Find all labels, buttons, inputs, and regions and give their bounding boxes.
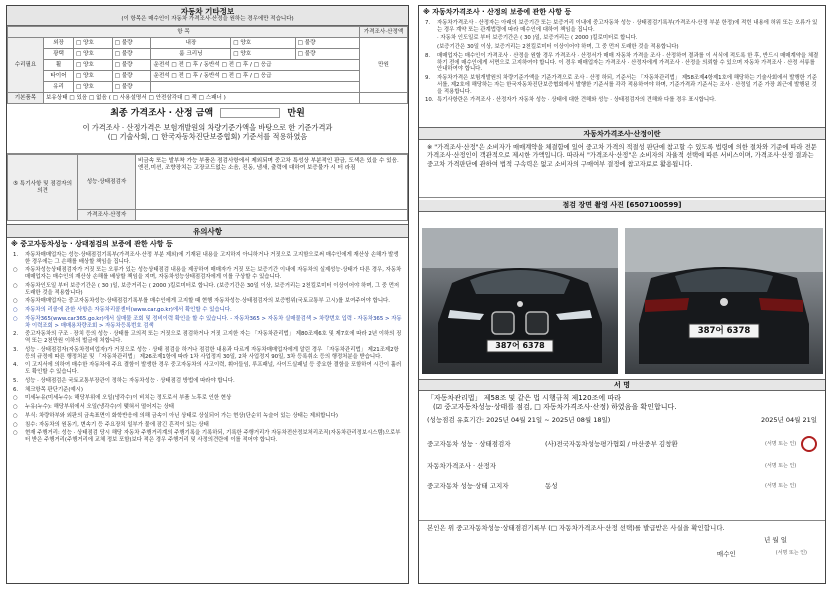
note-item: 7. 자동차가격조사 · 산정자는 아래의 보증기간 또는 보증거리 이내에 중고자동차 성능 · 상태점검기록부(가격조사·산정 부분 한정)에 적힌 내용에 허위 또는 오류가 있는 경우 계약 또는 관계법령에 따라 매수인에 대하여 책임을 집니다. [425,19,818,33]
front-plate: 387어 6378 [495,341,545,350]
notice-list [7,251,408,445]
repair-label: 수리필요 [8,38,44,93]
note-item: ○ 미세누유(미세누수): 해당부위에 오일(냉각수)이 비치는 정도로서 부품 노후로 인한 현상 [13,395,232,402]
opinion-label: ⑤ 특기사항 및 점검자의 의견 [8,155,78,221]
inspector-opinion: 비금속 또는 발부착 가능 부품은 점검사항에서 제외되며 중고차 특성상 부분적인 판금, 도색은 있을 수 있음. 엔진,미션, 조향장치는 고장코드없는 소음, 진동, 냄새, 출력에 대하여 보증불가 시 터 라짐 [136,155,408,210]
note-item: ○ 자동차성능상태점검자가 거짓 또는 오류가 있는 성능상태점검 내용을 제공하여 매매자가 거짓 또는 보증기간 이내에 자동차의 실제성능·상태가 다른 경우, 자동차매매업자는 매수인의 재산상 손해를 배상할 책임을 지며, 자동차성능상태점검자에게 이를 구상할 수 있습니다. [13,267,402,280]
other-info-subtitle: (이 항목은 매수인이 자동차 가격조사·산정을 원하는 경우에만 적습니다) [121,16,294,23]
final-desc-1: 이 가격조사 · 산정가격은 보험개발원의 차량기준가액을 바탕으로 한 기준가격과 [82,122,333,132]
notice-head: ※ 중고자동차성능 · 상태점검의 보증에 관한 사항 등 [11,240,173,248]
row-label: 내장 [151,38,231,49]
note-item: ○ 누유(누수): 해당부위에서 오일(냉각수)이 맺혀서 떨어지는 상태 [13,404,174,410]
buyer-seal: (서명 또는 인) [775,550,807,557]
empty-cell [360,93,408,104]
receipt-text[interactable]: 본인은 위 중고자동차성능·상태점검기록부 (□ 자동차가격조사·산정 선택)를 발급받은 사실을 확인합니다. [427,524,725,532]
car365-link[interactable]: ○ 자동차365(www.car365.go.kr)에서 실매물 조회 및 정비이력 확인을 할 수 있습니다. - 자동차365 > 자동차 실매물검색 > 차량번호 입력 - 자동차365 > 자동차 이력조회 > 매매용차량조회 > 자동차등록번호 검색 [13,315,402,329]
validity-row [427,416,817,424]
signer-row-1 [427,436,817,452]
note-item: 6. 체크항목 판단기준(예시) [13,386,83,393]
note-item: 10. 특기사항란은 가격조사 · 산정자가 자동차 성능 · 상태에 대한 견해와 성능 · 상태점검자의 견해와 다를 경우 표시합니다. [425,97,717,104]
check-bad[interactable]: □ 불량 [295,38,359,49]
receipt-block [419,520,825,561]
sign-line-1: 「자동차관리법」 제58조 및 같은 법 시행규칙 제120조에 따라 [427,394,621,402]
final-price-unit: 만원 [287,108,305,119]
check-bad[interactable]: □ 불량 [112,38,151,49]
row-label: 외장 [44,38,74,49]
buyer-label: 매수인 [716,550,736,559]
check-good[interactable]: □ 양호 [74,71,113,82]
col-price: 가격조사·산정액 [360,27,408,38]
check-bad[interactable]: □ 불량 [112,49,151,60]
check-good[interactable]: □ 양호 [231,38,295,49]
note-item: 1. 자동차매매업자는 성능·상태점검기록부(가격조사·산정 부분 제외)에 기재된 내용을 고지하지 아니하거나 거짓으로 고지함으로써 매수인에게 재산상 손해가 발생한 경우에는 그 손해를 배상할 책임을 집니다. [13,251,399,265]
signer2-label: 자동차가격조사 · 산정자 [427,461,496,470]
row-label: 광택 [44,49,74,60]
check-bad[interactable]: □ 불량 [295,49,359,60]
note-item: ○ 부식: 차량하부와 외판의 금속표면이 화학반응에 의해 금속이 아닌 상태로 상실되어 가는 현상(단순히 녹슬어 있는 상태는 제외합니다) [13,412,338,419]
rear-car-svg [625,228,823,374]
check-good[interactable]: □ 양호 [74,49,113,60]
final-desc-2: (□ 기술사회, □ 한국자동차진단보증협회) 기준서를 적용하였음 [107,131,308,141]
note-item: 9. 자동차가격은 보험개발원의 차량기준가액을 기준가격으로 조사 · 산정 하되, 기준서는 「자동차관리법」 제58조제4항제1호에 해당하는 기술사회에서 발행한 기준서를, 제2호에 해당하는 자는 한국자동차진단보증협회에서 발행한 기준서를 각각 적용하여야 하며, 기준가격과 기준서는 조사 · 산정일 기준 가장 최근에 발행된 것을 적용합니다. [425,75,817,95]
sign-line-2[interactable]: (☑ 중고자동차성능·상태를 점검, □ 자동차가격조사·산정) 하였음을 확인합니다. [433,402,677,411]
signer1-label: 중고자동차 성능 · 상태점검자 [427,439,511,448]
what-title: 자동차가격조사·산정이란 [419,127,825,140]
other-info-title: 자동차 기타정보 [180,7,235,16]
other-info-header [7,6,408,26]
signer1-seal: (서명 또는 인) [765,440,797,447]
check-bad[interactable]: □ 불량 [112,82,151,93]
note-item: (보증기간은 30일 이상, 보증거리는 2천킬로미터 이상이어야 하며, 그 중 먼저 도래한 것을 적용합니다) [437,44,679,50]
note-item: ○ 침수: 자동차의 원동기, 변속기 등 주요장치 일부가 물에 잠긴 흔적이 있는 상태 [13,421,209,428]
other-info-table [7,26,408,104]
sign-block [419,394,825,492]
signer-row-3 [427,480,817,492]
note-item: ○ 자동차매매업자는 중고자동차성능·상태점검기록부를 매수인에게 고지할 때 현행 자동차성능·상태점검자의 보증범위(국토교통부 고시)를 보여주어야 합니다. [13,298,390,305]
check-good[interactable]: □ 양호 [231,49,295,60]
sign-title: 서 명 [419,379,825,391]
price-inspector-opinion [136,210,408,221]
inspector-label: 성능·상태점검자 [78,155,136,210]
red-seal-icon [801,436,817,452]
front-car-svg [422,228,618,374]
notice-title: 유의사항 [7,224,408,238]
wheel-position[interactable]: 운전석 □ 전 □ 후 / 동반석 □ 전 □ 후 / □ 응급 [151,60,360,71]
note-item: 5. 성능 · 상태점검은 국토교통부장관이 정하는 자동차성능 · 상태점검 방법에 따라야 합니다. [13,377,235,384]
check-good[interactable]: □ 양호 [74,60,113,71]
tire-position[interactable]: 운전석 □ 전 □ 후 / 동반석 □ 전 □ 후 / □ 응급 [151,71,360,82]
rear-photo [625,228,823,374]
right-column [418,5,826,584]
col-item: 항 목 [8,27,360,38]
price-unit: 만원 [360,38,408,93]
sign-date: 2025년 04월 21일 [760,415,817,424]
price-warranty-head: ※ 자동차가격조사 · 산정의 보증에 관한 사항 등 [423,8,572,16]
signer3-label: 중고자동차 성능·상태 고지자 [427,481,509,490]
note-item: · 자동차 인도일로 부터 보증기간은 ( 30 )일, 보증거리는 ( 2000 )킬로미터로 합니다. [437,35,638,42]
row-label: 룸 크리닝 [151,49,231,60]
final-price-box[interactable] [220,108,280,118]
receipt-date: 년 월 일 [764,536,787,545]
price-warranty-list [419,19,825,121]
opinion-table [7,154,408,221]
price-inspector-label: 가격조사·산정자 [78,210,136,221]
signer1-value: (사)전국자동차성능평가협회 / 마산중부 김창환 [545,439,678,448]
check-good[interactable]: □ 양호 [74,82,113,93]
note-item: 8. 매매업자는 매수인이 가격조사 · 산정을 원할 경우 가격조사 · 산정서가 매매 자동차 가격을 조사 · 산정하여 결과를 이 서식에 적도록 한 후, 반드시 매매계약을 체결하기 전에 매수인에게 서면으로 고지하여야 합니다. 이 경우 매매업자는 가격조사 · 산정자에게 가격조사 · 산정을 의뢰할 수 있으며 자동차 가격조사 · 산정 서류를 안내하여야 합니다. [425,52,819,73]
signer2-seal: (서명 또는 인) [765,462,797,469]
signer3-value: 동성 [545,481,558,490]
check-bad[interactable]: □ 불량 [112,60,151,71]
note-item: ○ 현재 주행거리: 성능 · 상태점검 당시 해당 자동차 주행거리계의 주행기록을 기록하되, 기록한 주행거리가 자동차전산정보처리조직(자동차관리정보시스템)으로부터 받은 주행거리(주행거리에 교체 정보 포함)보다 적은 경우 주행거리 및 사정의견란에 이를 적어야 합니다. [13,430,401,443]
photo-title: 점검 장면 촬영 사진 [6507100599] [419,200,825,212]
note-item: ○ 자동차인도일 부터 보증기간은 ( 30 )일, 보증거리는 ( 2000 )킬로미터로 합니다. (보증기간은 30일 이상, 보증거리는 2천킬로미터 이상이어야 하며, 그 중 먼저 도래한 것을 적용합니다) [13,282,400,296]
signer-row-2 [427,460,817,472]
row-label: 유리 [44,82,74,93]
final-price-block [7,104,408,154]
note-item: 2. 중고자동차의 구조 · 장치 등의 성능 · 상태를 고의적 또는 거짓으로 점검하거나 거짓 고지한 자는 「자동차관리법」 제80조제6호 및 제7호에 따라 2년 이하의 징역 또는 2천만원 이하의 벌금에 처합니다. [13,331,402,344]
what-text: ※ "가격조사·산정"은 소비자가 매매계약을 체결함에 있어 중고차 가격의 적절성 판단에 참고할 수 있도록 법령에 의한 절차와 기준에 따라 전문 가격조사·산정인이 객관적으로 제시한 가액입니다. 따라서 "가격조사·산정"은 소비자의 자율적 선택에 따른 서비스이며, 가격조사·산정 결과는 중고차 가격판단에 관하여 법적 구속력은 없고 소비자의 구매여부 결정에 참고자료로 활용됩니다. [419,140,825,198]
empty-cell [151,82,360,93]
row-label: 휠 [44,60,74,71]
validity: (성능점검 유효기간: 2025년 04월 21일 ~ 2025년 08월 18일) [427,415,611,424]
note-item: 4. 이 고지서에 의하여 매수한 자동차에 주요 결함이 발생한 경우 중고자동차의 사고이력, 휘어들임, 루프패널, 사이드실패널 등 중요한 결함을 포함하여 시간이 흘러도 확인할 수 있습니다. [13,362,402,375]
recall-link[interactable]: ○ 자동차의 리콜에 관한 사항은 자동차리콜센터(www.car.go.kr)에서 확인할 수 있습니다. [13,307,232,313]
basic-label: 기본품목 [8,93,44,104]
note-item: 3. 성능 · 상태점검자(자동차정비업자)가 거짓으로 성능 · 상태 점검을 하거나 점검한 내용과 다르게 자동차매매업자에게 알린 경우 「자동차관리법」 제21조제2항 등의 규정에 따른 행정처분 및 「자동차관리법」 제26조제1항에 따라 1차 사업정지 30일, 2차 사업정지 90일, 3차 등록취소 등의 행정처분을 받습니다. [13,346,399,360]
buyer-row [427,550,817,558]
signer3-seal: (서명 또는 인) [765,482,797,489]
front-photo [422,228,618,374]
left-column [6,5,409,584]
row-label: 타이어 [44,71,74,82]
rear-plate: 387어 6378 [697,326,751,336]
check-bad[interactable]: □ 불량 [112,71,151,82]
final-price-label: 최종 가격조사 · 산정 금액 [110,108,214,119]
check-good[interactable]: □ 양호 [74,38,113,49]
basic-items[interactable]: 보유상태 □ 있음 □ 없음 ( □ 사용설명서 □ 안전삼각대 □ 잭 □ 스패너 ) [44,93,360,104]
